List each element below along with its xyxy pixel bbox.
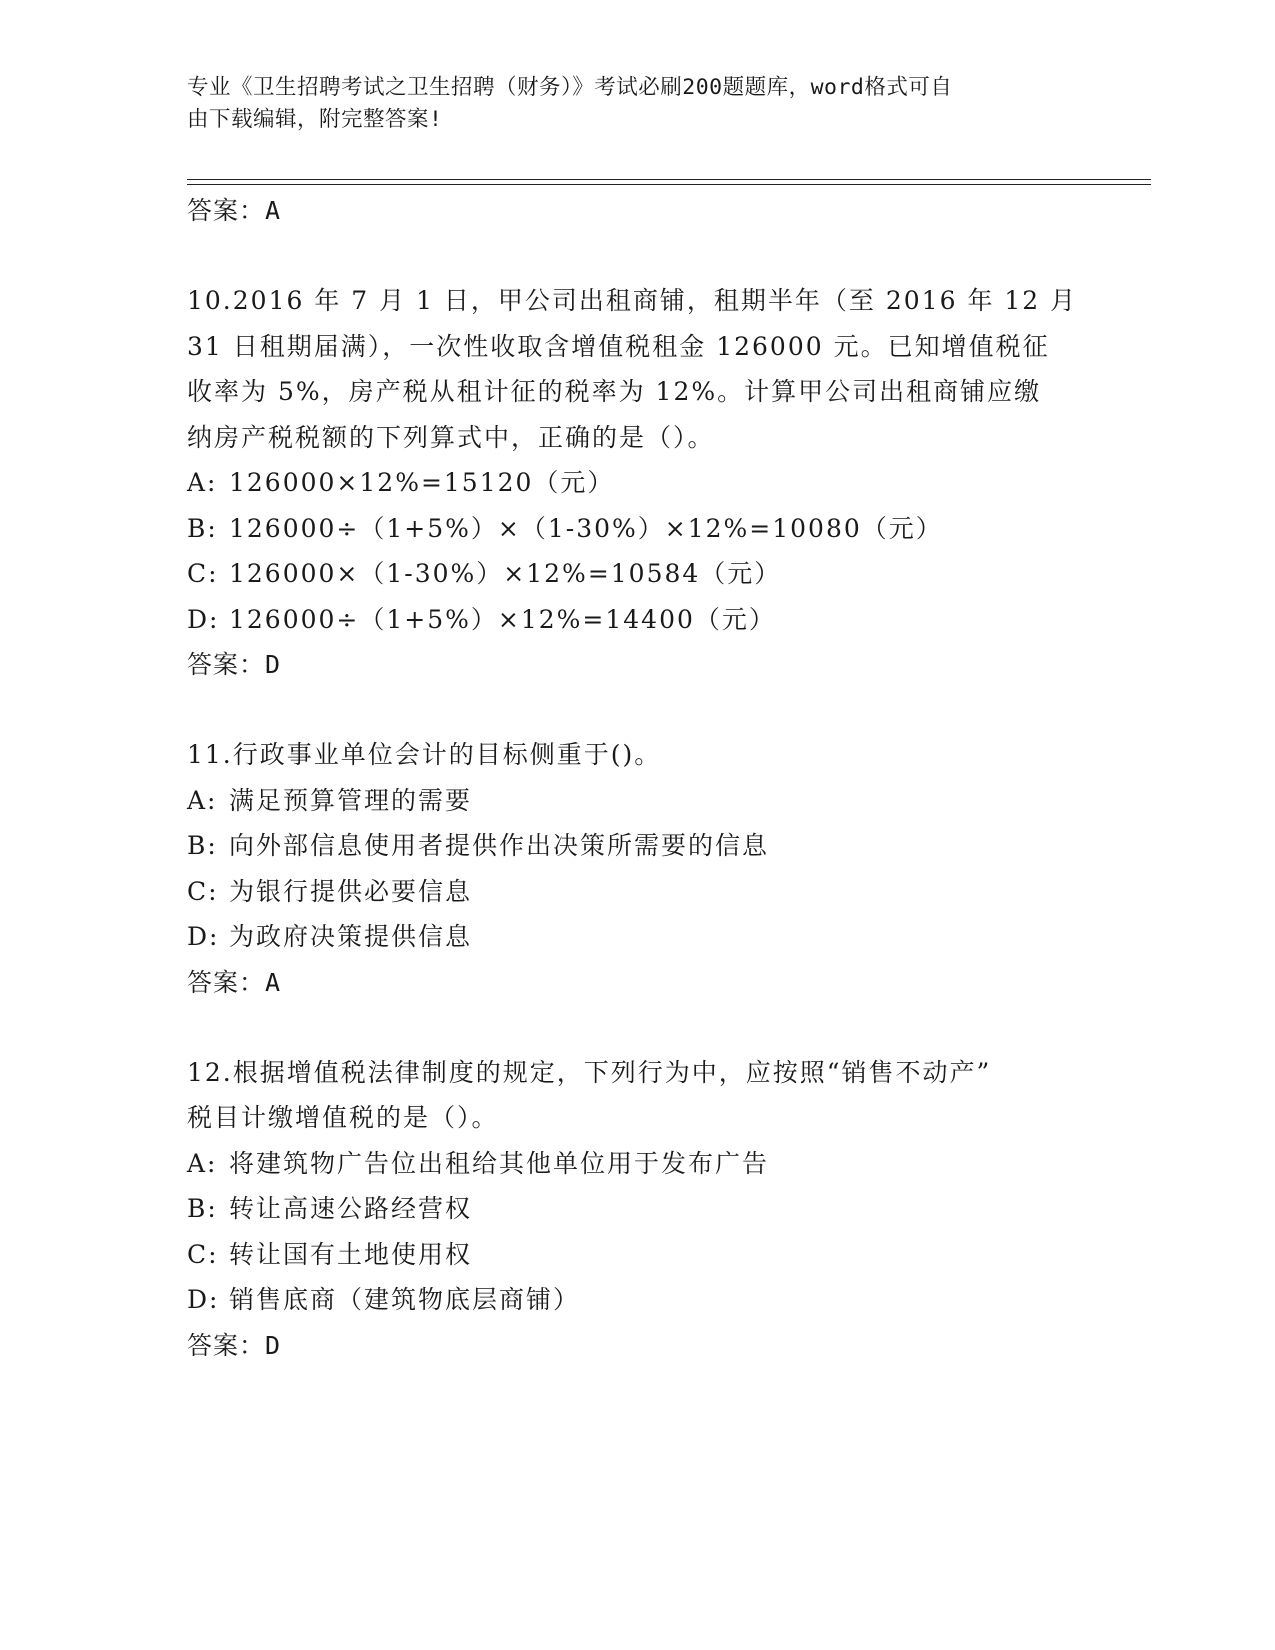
option-text: 转让高速公路经营权 [229,1194,473,1223]
option-text: 为银行提供必要信息 [229,876,473,906]
stem-line: 12.根据增值税法律制度的规定，下列行为中，应按照“销售不动产” [187,1057,992,1087]
stem-line: 11.行政事业单位会计的目标侧重于()。 [187,740,662,769]
option-text: 转让国有土地使用权 [229,1239,473,1269]
document-body [187,188,1087,1369]
header-line-2: 由下载编辑，附完整答案! [187,107,443,132]
option-letter: A: [187,1148,218,1178]
option-letter: A: [187,785,218,815]
stem-line: 31 日租期届满），一次性收取含增值税租金 126000 元。已知增值税征 [187,331,1050,361]
header-divider-top [187,179,1151,180]
question-stem [187,1050,1087,1141]
stem-line: 收率为 5%，房产税从租计征的税率为 12%。计算甲公司出租商铺应缴 [187,377,1042,406]
stem-line: 10.2016 年 7 月 1 日，甲公司出租商铺，租期半年（至 2016 年 12 月 [187,286,1078,315]
option-b [187,506,1087,552]
option-text: 将建筑物广告位出租给其他单位用于发布广告 [229,1148,770,1178]
question-10 [187,278,1087,688]
option-text: 126000÷（1+5%）×（1-30%）×12%=10080（元） [229,513,943,543]
option-letter: A: [187,468,218,497]
question-stem [187,278,1087,460]
option-letter: D: [187,1285,220,1314]
header-line-1: 专业《卫生招聘考试之卫生招聘（财务）》考试必刷200题题库，word格式可自 [187,75,953,100]
option-letter: D: [187,604,220,634]
option-text: 销售底商（建筑物底层商铺） [229,1285,581,1314]
option-text: 满足预算管理的需要 [229,785,473,815]
option-letter: B: [187,1194,218,1223]
option-a [187,778,1087,824]
stem-line: 纳房产税税额的下列算式中，正确的是（）。 [187,422,715,452]
option-letter: B: [187,513,218,543]
option-d [187,597,1087,643]
option-letter: C: [187,876,219,906]
option-letter: B: [187,831,218,860]
answer-label: 答案：A [187,967,282,997]
option-text: 为政府决策提供信息 [229,922,473,951]
answer-label: 答案：D [187,650,282,679]
answer-label: 答案：A [187,196,282,225]
option-b [187,1186,1087,1232]
option-text: 126000×12%=15120（元） [229,468,615,497]
header-divider-bottom [187,184,1151,185]
option-letter: C: [187,1239,219,1269]
option-c [187,551,1087,597]
option-d [187,1277,1087,1323]
option-c [187,869,1087,915]
document-header [187,72,1077,136]
option-text: 126000×（1-30%）×12%=10584（元） [229,559,782,588]
answer-label: 答案：D [187,1330,282,1360]
option-a [187,460,1087,506]
stem-line: 税目计缴增值税的是（）。 [187,1103,499,1132]
option-letter: C: [187,559,219,588]
option-b [187,823,1087,869]
question-stem [187,732,1087,778]
option-a [187,1141,1087,1187]
option-d [187,914,1087,960]
option-letter: D: [187,922,220,951]
option-c [187,1232,1087,1278]
option-text: 126000÷（1+5%）×12%=14400（元） [229,604,776,634]
question-12 [187,1050,1087,1369]
question-11 [187,732,1087,1006]
option-text: 向外部信息使用者提供作出决策所需要的信息 [229,831,770,860]
